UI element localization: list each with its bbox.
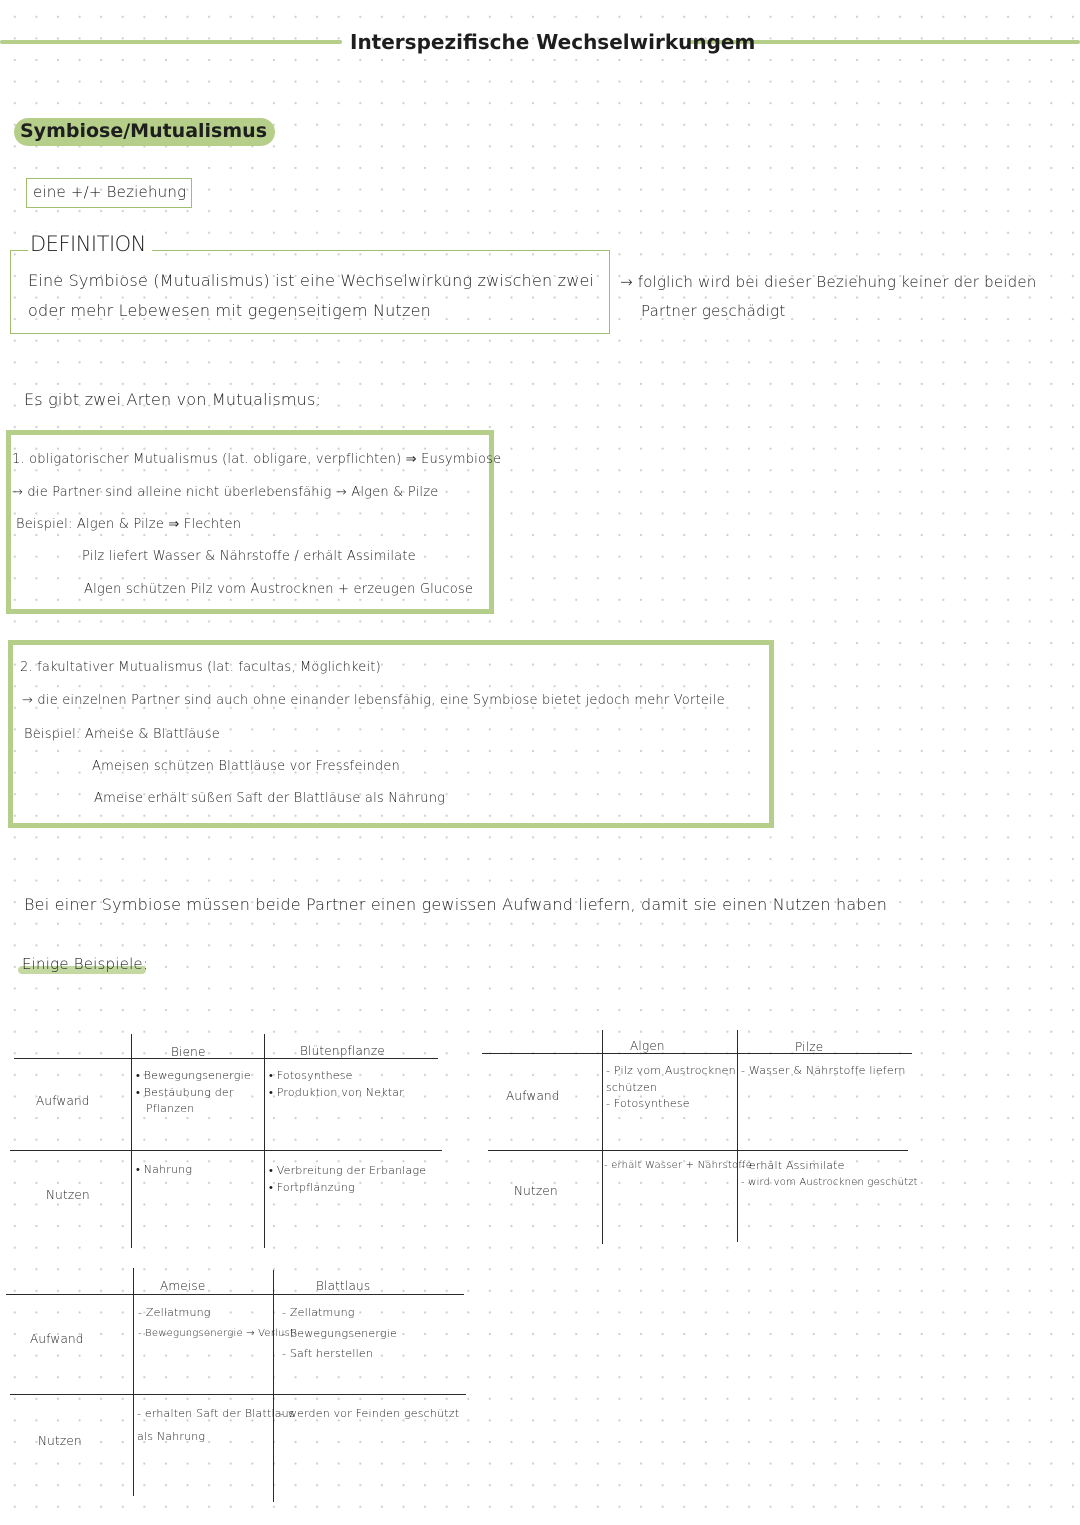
row-label: Aufwand bbox=[36, 1094, 90, 1108]
definition-box bbox=[10, 250, 610, 334]
type2-heading: 2. fakultativer Mutualismus (lat. facultas, Möglichkeit) bbox=[20, 660, 381, 675]
type1-line: → die Partner sind alleine nicht überlebensfähig → Algen & Pilze bbox=[12, 485, 439, 500]
definition-line: Eine Symbiose (Mutualismus) ist eine Wechselwirkung zwischen zwei bbox=[28, 271, 595, 290]
table-cell: - erhält Assimilate - wird vom Austrocknen geschützt bbox=[741, 1159, 918, 1188]
table-line bbox=[602, 1030, 603, 1244]
side-note-line: → folglich wird bei dieser Beziehung keiner der beiden bbox=[620, 273, 1037, 291]
table-cell: - erhält Wasser + Nährstoffe bbox=[604, 1160, 753, 1171]
type2-line: → die einzelnen Partner sind auch ohne einander lebensfähig, eine Symbiose bietet jedoch mehr Vorteile bbox=[22, 693, 725, 708]
table-header: Blütenpflanze bbox=[300, 1044, 385, 1058]
type1-line: Pilz liefert Wasser & Nährstoffe / erhält Assimilate bbox=[82, 549, 416, 564]
row-label: Nutzen bbox=[38, 1434, 82, 1448]
table-cell: - Wasser & Nährstoffe liefern bbox=[741, 1064, 906, 1077]
type1-line: Algen schützen Pilz vom Austrocknen + erzeugen Glucose bbox=[84, 582, 474, 597]
table-cell: • Nahrung bbox=[136, 1163, 193, 1176]
table-cell: • Fotosynthese • Produktion von Nektar bbox=[269, 1069, 404, 1099]
table-line bbox=[264, 1034, 265, 1248]
row-label: Aufwand bbox=[30, 1332, 84, 1346]
table-cell: • Verbreitung der Erbanlage • Fortpflanzung bbox=[269, 1164, 427, 1194]
side-note-line: Partner geschädigt bbox=[641, 302, 786, 320]
table-cell: - erhalten Saft der Blattlaus als Nahrung bbox=[137, 1407, 295, 1443]
table-line bbox=[6, 1294, 464, 1295]
page-title: Interspezifische Wechselwirkungem bbox=[350, 30, 756, 54]
table-cell: - Zellatmung - Bewegungsenergie → Verlust bbox=[138, 1306, 295, 1339]
row-label: Nutzen bbox=[514, 1184, 558, 1198]
table-header: Algen bbox=[630, 1039, 665, 1053]
type2-line: Beispiel: Ameise & Blattläuse bbox=[24, 727, 220, 742]
table-cell: • Bewegungsenergie • Bestäubung der Pflanzen bbox=[136, 1069, 251, 1115]
table-cell: - Zellatmung - Bewegungsenergie - Saft herstellen bbox=[282, 1306, 397, 1360]
table-cell: - Pilz vom Austrocknen schützen - Fotosynthese bbox=[606, 1064, 736, 1110]
table-header: Blattlaus bbox=[316, 1279, 371, 1293]
section-title: Symbiose/Mutualismus bbox=[14, 118, 275, 146]
type1-line: Beispiel: Algen & Pilze ⇒ Flechten bbox=[16, 517, 242, 532]
table-header: Biene bbox=[171, 1045, 206, 1059]
definition-label: DEFINITION bbox=[28, 232, 152, 256]
table-line bbox=[131, 1034, 132, 1248]
table-line bbox=[488, 1150, 908, 1151]
row-label: Aufwand bbox=[506, 1089, 560, 1103]
table-line bbox=[10, 1394, 466, 1395]
table-header: Ameise bbox=[160, 1279, 206, 1293]
types-intro: Es gibt zwei Arten von Mutualismus: bbox=[24, 390, 322, 409]
definition-line: oder mehr Lebewesen mit gegenseitigem Nutzen bbox=[28, 301, 431, 320]
table-line bbox=[10, 1150, 442, 1151]
row-label: Nutzen bbox=[46, 1188, 90, 1202]
type1-heading: 1. obligatorischer Mutualismus (lat. obligare, verpflichten) ⇒ Eusymbiose bbox=[12, 452, 502, 467]
table-line bbox=[737, 1030, 738, 1242]
type2-line: Ameisen schützen Blattläuse vor Fressfeinden bbox=[92, 759, 400, 774]
table-cell: - werden vor Feinden geschützt bbox=[280, 1407, 460, 1420]
table-header: Pilze bbox=[795, 1040, 824, 1054]
relation-box bbox=[26, 178, 192, 208]
examples-label: Einige Beispiele: bbox=[22, 955, 149, 973]
table-line bbox=[482, 1053, 912, 1054]
table-line bbox=[133, 1268, 134, 1496]
effort-sentence: Bei einer Symbiose müssen beide Partner einen gewissen Aufwand liefern, damit sie einen Nutzen haben bbox=[24, 895, 888, 914]
title-line-left bbox=[0, 40, 342, 44]
relation-text: eine +/+ Beziehung bbox=[33, 183, 187, 201]
type2-line: Ameise erhält süßen Saft der Blattläuse als Nahrung bbox=[94, 791, 446, 806]
